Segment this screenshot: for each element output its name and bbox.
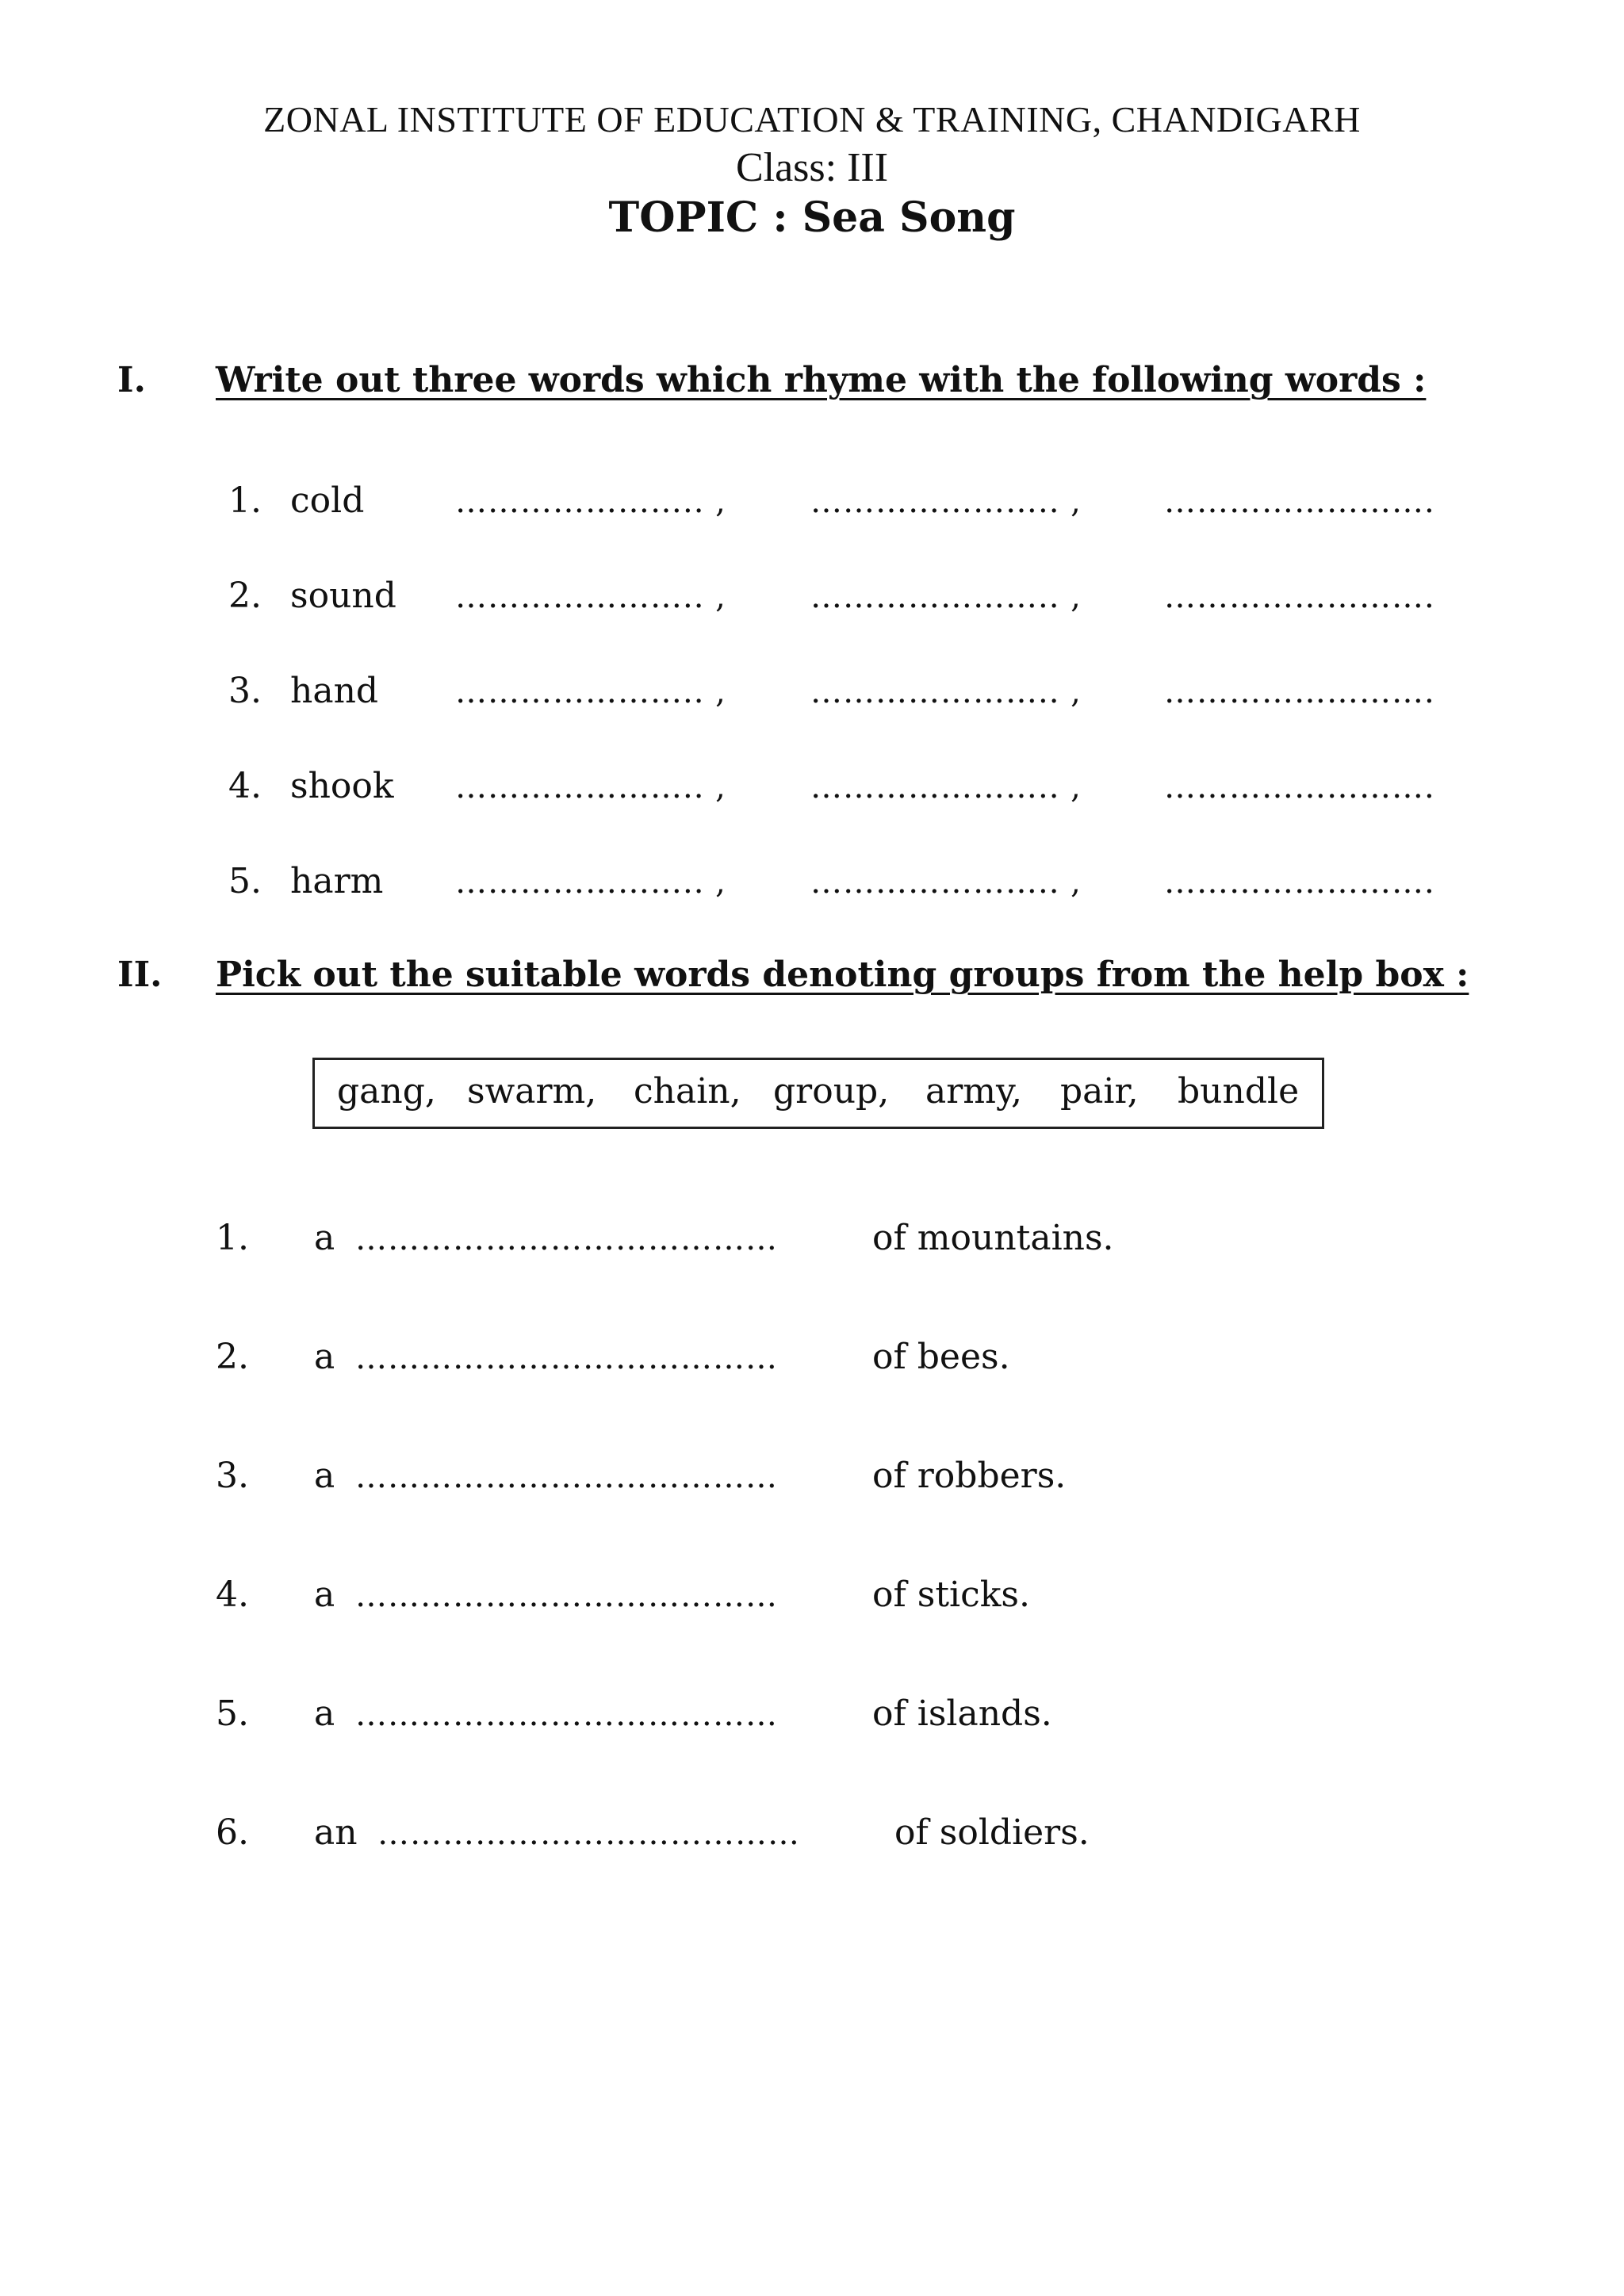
rhyme-item-word: shook <box>290 766 394 806</box>
answer-blank[interactable]: ………………….. , <box>455 579 726 615</box>
help-word: gang, <box>337 1071 436 1112</box>
rhyme-item-number: 4. <box>228 766 262 806</box>
help-word: swarm, <box>467 1071 597 1112</box>
group-item-article: an <box>314 1812 358 1853</box>
answer-blank[interactable]: ………………………………… <box>377 1816 800 1852</box>
group-item-number: 4. <box>216 1575 249 1615</box>
help-word: chain, <box>634 1071 741 1112</box>
answer-blank[interactable]: ………………….. , <box>810 484 1082 520</box>
help-word: army, <box>925 1071 1022 1112</box>
group-item-number: 3. <box>216 1456 249 1496</box>
rhyme-item-number: 2. <box>228 576 262 616</box>
answer-blank[interactable]: ………………….. , <box>810 864 1082 901</box>
rhyme-item-number: 5. <box>228 861 262 901</box>
section2-title: Pick out the suitable words denoting groups from the help box : <box>216 955 1469 995</box>
answer-blank[interactable]: ………………….. , <box>810 674 1082 710</box>
answer-blank[interactable]: ………………………………… <box>355 1697 778 1733</box>
group-item-article: a <box>314 1218 335 1258</box>
help-box <box>312 1058 1324 1129</box>
answer-blank[interactable]: ………………….. , <box>455 484 726 520</box>
rhyme-item-word: sound <box>290 576 396 616</box>
rhyme-item-word: harm <box>290 861 384 901</box>
answer-blank[interactable]: ………………….. , <box>455 769 726 806</box>
group-item-article: a <box>314 1575 335 1615</box>
group-item-number: 1. <box>216 1218 249 1258</box>
help-word: group, <box>773 1071 890 1112</box>
topic-label: TOPIC : <box>608 193 788 242</box>
answer-blank[interactable]: ………………………………… <box>355 1221 778 1257</box>
answer-blank[interactable]: ……………………. <box>1164 864 1435 901</box>
group-item-article: a <box>314 1693 335 1734</box>
answer-blank[interactable]: ………………….. , <box>455 674 726 710</box>
group-item-tail: of islands. <box>872 1693 1052 1734</box>
group-item-number: 2. <box>216 1337 249 1377</box>
section1-title: Write out three words which rhyme with the following words : <box>216 360 1427 400</box>
class-heading: Class: III <box>735 145 889 190</box>
answer-blank[interactable]: ………………………………… <box>355 1459 778 1495</box>
answer-blank[interactable]: ………………….. , <box>810 769 1082 806</box>
help-word: bundle <box>1178 1071 1300 1112</box>
topic-value: Sea Song <box>802 193 1016 242</box>
answer-blank[interactable]: ……………………. <box>1164 769 1435 806</box>
answer-blank[interactable]: ………………………………… <box>355 1340 778 1376</box>
group-item-tail: of mountains. <box>872 1218 1114 1258</box>
group-item-tail: of soldiers. <box>894 1812 1090 1853</box>
institute-heading: ZONAL INSTITUTE OF EDUCATION & TRAINING, CHANDIGARH <box>263 99 1361 140</box>
answer-blank[interactable]: ………………………………… <box>355 1578 778 1614</box>
group-item-tail: of robbers. <box>872 1456 1067 1496</box>
group-item-tail: of bees. <box>872 1337 1010 1377</box>
section2-number: II. <box>117 955 163 995</box>
rhyme-item-word: cold <box>290 480 365 521</box>
group-item-article: a <box>314 1456 335 1496</box>
topic-heading <box>0 193 1624 242</box>
group-item-tail: of sticks. <box>872 1575 1030 1615</box>
group-item-number: 6. <box>216 1812 249 1853</box>
answer-blank[interactable]: ………………….. , <box>810 579 1082 615</box>
answer-blank[interactable]: ………………….. , <box>455 864 726 901</box>
answer-blank[interactable]: ……………………. <box>1164 674 1435 710</box>
answer-blank[interactable]: ……………………. <box>1164 484 1435 520</box>
answer-blank[interactable]: ……………………. <box>1164 579 1435 615</box>
section1-number: I. <box>117 360 146 400</box>
rhyme-item-word: hand <box>290 671 379 711</box>
rhyme-item-number: 3. <box>228 671 262 711</box>
group-item-article: a <box>314 1337 335 1377</box>
rhyme-item-number: 1. <box>228 480 262 521</box>
help-word: pair, <box>1060 1071 1139 1112</box>
group-item-number: 5. <box>216 1693 249 1734</box>
